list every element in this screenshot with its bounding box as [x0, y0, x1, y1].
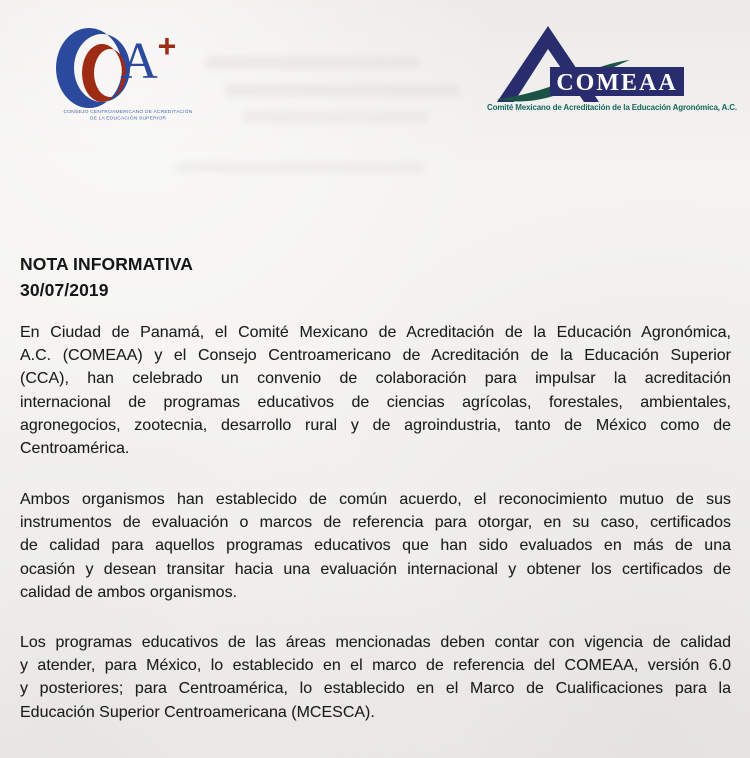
cca-caption-line2: DE LA EDUCACIÓN SUPERIOR	[89, 116, 167, 122]
paragraph-line: Los programas educativos de las áreas mencionadas deben contar con vigencia de calidad	[20, 634, 731, 651]
paragraph-line: Centroamérica.	[20, 440, 130, 458]
paragraph-line: (CCA), han celebrado un convenio de colaboración para impulsar la acreditación	[20, 370, 731, 388]
paragraph-line: Ambos organismos han establecido de común acuerdo, el reconocimiento mutuo de sus	[20, 491, 731, 508]
paragraph-line: y posteriores; para Centroamérica, lo establecido en el Marco de Cualificaciones para la	[20, 680, 731, 698]
paragraph-line: internacional de programas educativos de ciencias agrícolas, forestales, ambientales,	[20, 393, 731, 411]
document-date: 30/07/2019	[20, 280, 109, 300]
paragraph-line: calidad de ambos organismos.	[20, 583, 238, 601]
paragraph-line: ocasión y desean transitar hacia una evaluación internacional y obtener los certificados de	[20, 560, 731, 578]
bleedthrough-artifact	[205, 56, 420, 69]
paragraph-line: instrumentos de evaluación o marcos de referencia para otorgar, en su caso, certificados	[20, 514, 731, 532]
paragraph-line: de calidad para aquellos programas educativos que han sido evaluados en más de una	[20, 537, 731, 555]
paragraph-line: agronegocios, zootecnia, desarrollo rural y de agroindustria, tanto de México como de	[20, 416, 731, 434]
cca-caption-line1: CONSEJO CENTROAMERICANO DE ACREDITACIÓN	[63, 110, 192, 115]
bleedthrough-artifact	[225, 84, 460, 97]
bleedthrough-artifact	[175, 162, 425, 173]
paragraph-line: A.C. (COMEAA) y el Consejo Centroamericano de Acreditación de la Educación Superior	[20, 347, 731, 365]
paragraph-2	[20, 488, 731, 604]
paragraph-line: y atender, para México, lo establecido en el marco de referencia del COMEAA, versión 6.0	[20, 657, 731, 675]
cca-plus: +	[157, 28, 177, 64]
comeaa-tagline: Comité Mexicano de Acreditación de la Educación Agronómica, A.C.	[486, 103, 737, 112]
bleedthrough-artifact	[243, 111, 428, 123]
document-title: NOTA INFORMATIVA	[20, 254, 194, 274]
cca-letter-a: A	[120, 33, 158, 90]
paragraph-1	[20, 321, 731, 460]
cca-logo	[52, 20, 192, 130]
comeaa-wordmark: COMEAA	[556, 70, 678, 96]
paragraph-line: Educación Superior Centroamericana (MCESCA).	[20, 703, 375, 721]
paragraph-line: En Ciudad de Panamá, el Comité Mexicano de Acreditación de la Educación Agronómica,	[20, 324, 731, 341]
paragraph-3	[20, 631, 731, 724]
